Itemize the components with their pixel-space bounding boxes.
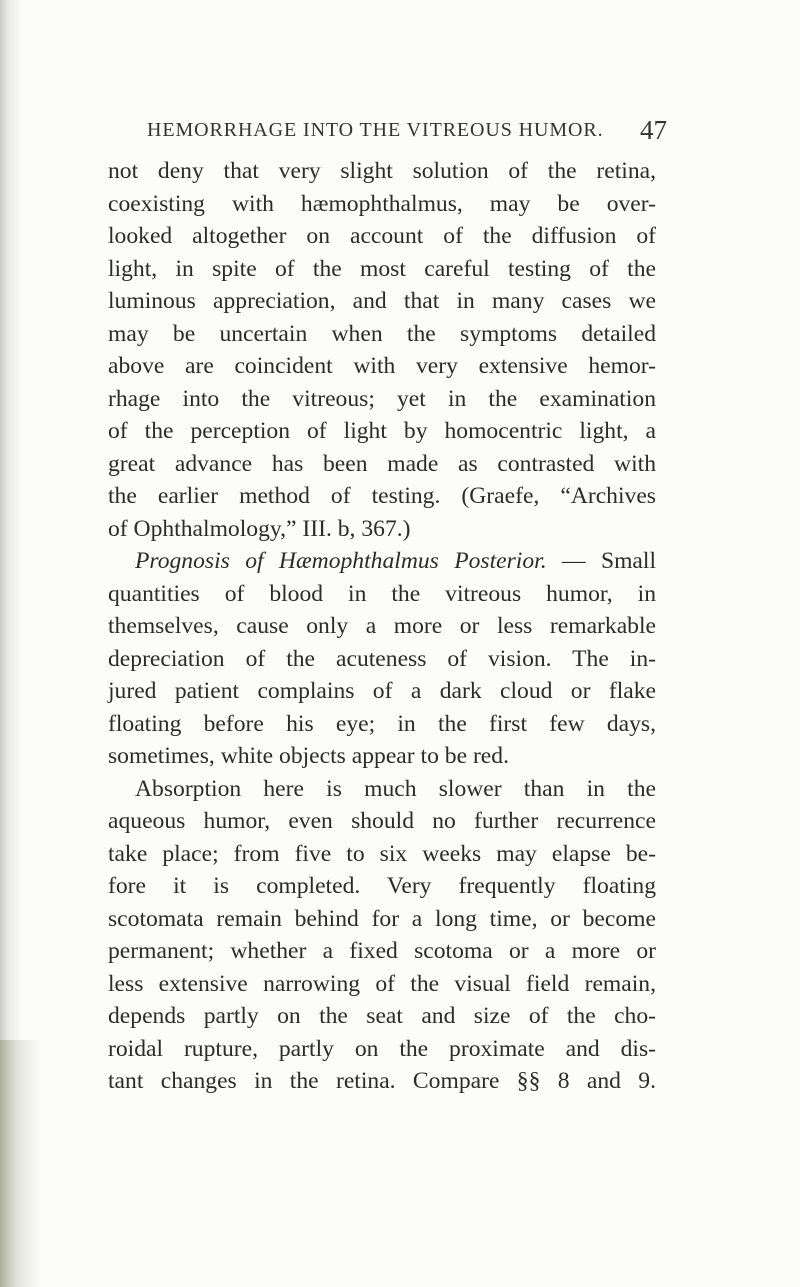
text-line: of Ophthalmology,” III. b, 367.) [108, 515, 411, 542]
text-line: luminous appreciation, and that in many cases we [108, 288, 656, 314]
section-heading-line [108, 545, 656, 578]
text-line: the earlier method of testing. (Graefe, “Archives [108, 483, 656, 509]
text-line: depends partly on the seat and size of the cho- [108, 1003, 656, 1029]
text-line: jured patient complains of a dark cloud or flake [108, 678, 656, 704]
text-line: take place; from five to six weeks may elapse be- [108, 840, 656, 867]
text-line: permanent; whether a fixed scotoma or a more or [108, 938, 656, 964]
text-line: coexisting with hæmophthalmus, may be over- [108, 190, 656, 217]
text-line: scotomata remain behind for a long time, or become [108, 905, 656, 932]
text-line: of the perception of light by homocentric light, a [108, 418, 656, 444]
text-line: not deny that very slight solution of the retina, [108, 158, 656, 184]
text-line: roidal rupture, partly on the proximate and dis- [108, 1035, 656, 1062]
text-line: depreciation of the acuteness of vision. The in- [108, 645, 656, 672]
text-line: sometimes, white objects appear to be red. [108, 743, 509, 769]
text-line: Absorption here is much slower than in the [135, 775, 656, 802]
text-line: above are coincident with very extensive hemor- [108, 353, 656, 379]
text-line: less extensive narrowing of the visual field remain, [108, 970, 656, 997]
text-line: aqueous humor, even should no further recurrence [108, 808, 656, 834]
section-heading-continuation: — Small [546, 548, 657, 574]
running-head-title: HEMORRHAGE INTO THE VITREOUS HUMOR. [147, 119, 604, 141]
page-number: 47 [640, 115, 667, 145]
text-line: light, in spite of the most careful testing of the [108, 255, 656, 282]
text-line: may be uncertain when the symptoms detailed [108, 320, 656, 347]
text-line: themselves, cause only a more or less remarkable [108, 613, 656, 639]
running-head [147, 115, 667, 149]
text-line: rhage into the vitreous; yet in the examination [108, 385, 656, 412]
body-text [108, 155, 656, 1098]
text-line: fore it is completed. Very frequently floating [108, 873, 656, 899]
text-line: great advance has been made as contrasted with [108, 450, 656, 477]
text-line: tant changes in the retina. Compare §§ 8 and 9. [108, 1068, 656, 1094]
section-heading: Prognosis of Hæmophthalmus Posterior. [135, 548, 547, 574]
text-line: floating before his eye; in the first few days, [108, 710, 656, 737]
page-edge-stain [0, 1040, 40, 1287]
text-line: quantities of blood in the vitreous humor, in [108, 580, 656, 607]
text-line: looked altogether on account of the diffusion of [108, 223, 656, 249]
